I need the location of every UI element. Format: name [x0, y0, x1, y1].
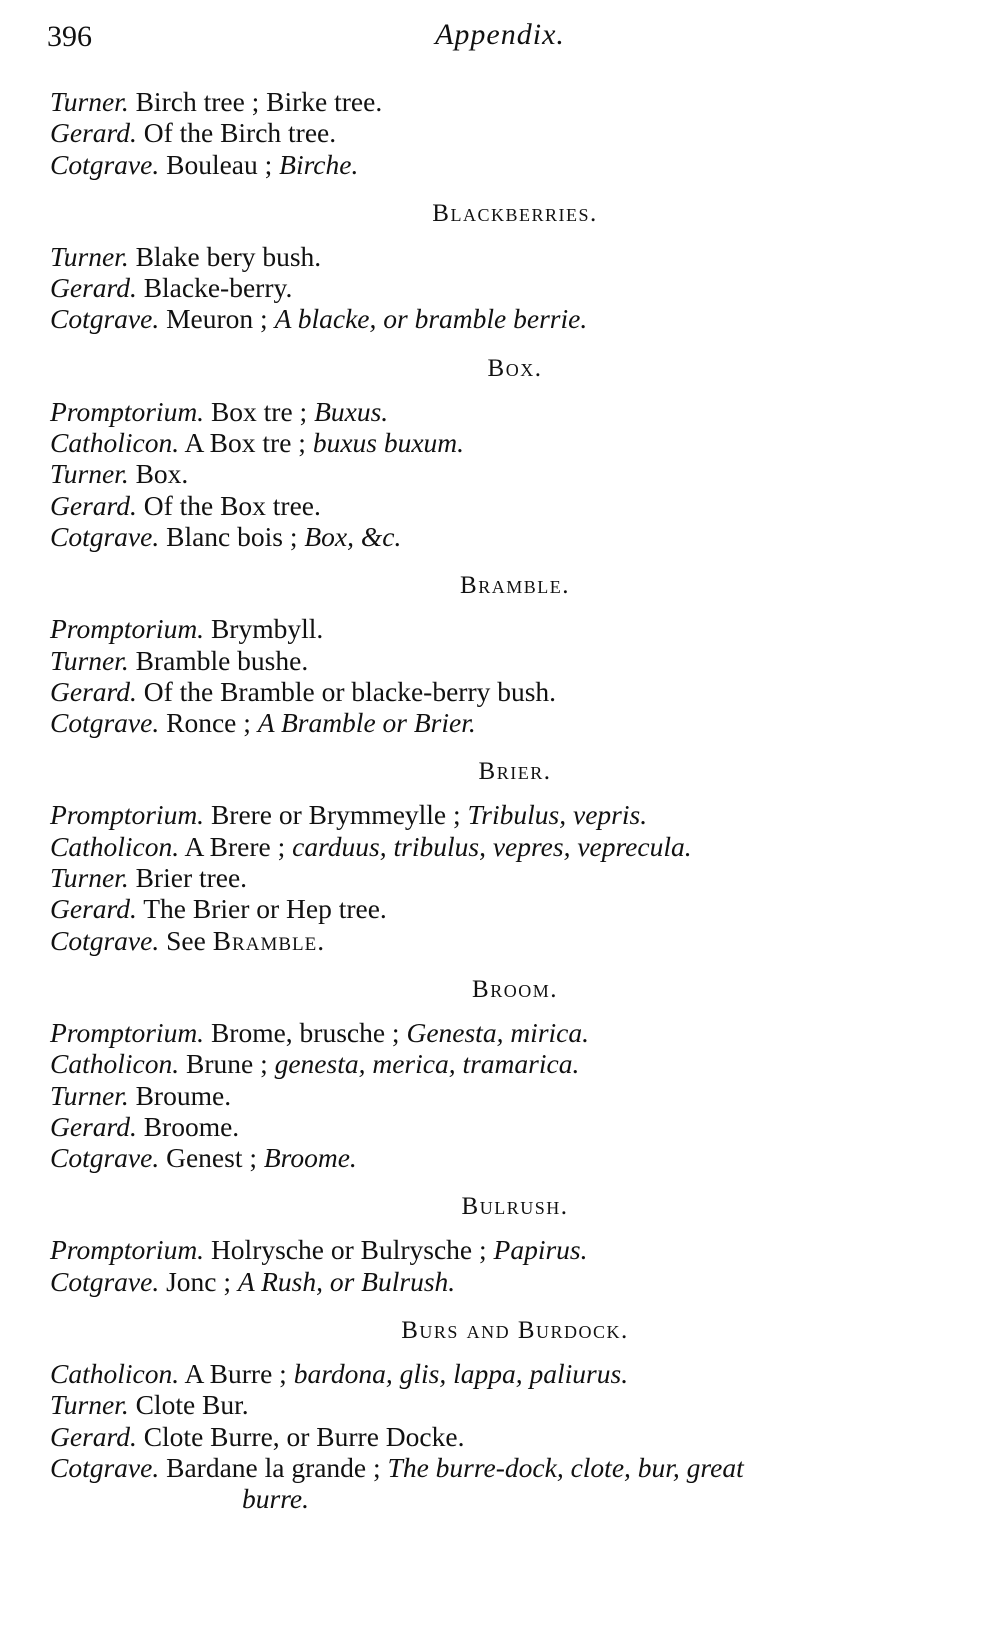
entry-line — [50, 427, 980, 458]
entry-text: A Box tre ; — [184, 427, 306, 459]
section — [50, 1316, 980, 1514]
entry-text: A Burre ; — [184, 1358, 287, 1390]
entry-translation: A blacke, or bramble berrie. — [274, 303, 588, 335]
entry-source: Promptorium. — [50, 799, 205, 831]
entry-source: Turner. — [50, 86, 129, 117]
entry-text: Blake bery bush. — [135, 240, 322, 272]
section — [50, 1192, 980, 1297]
entry-source: Turner. — [50, 458, 129, 490]
entry-text: Ronce ; — [166, 707, 251, 739]
entry-line — [50, 86, 980, 117]
entry-source: Gerard. — [50, 675, 137, 707]
entry-translation: Buxus. — [314, 395, 389, 427]
entry-source: Cotgrave. — [50, 1265, 160, 1297]
entry-line — [50, 1389, 980, 1420]
intro-entries — [50, 86, 980, 180]
entry-line — [50, 241, 980, 272]
entry-text: Brymbyll. — [210, 613, 324, 645]
entry-line — [50, 1142, 980, 1173]
section-heading: Blackberries. — [432, 199, 598, 227]
entry-translation: Genesta, mirica. — [406, 1016, 589, 1048]
section-heading: Burs and Burdock. — [401, 1317, 629, 1345]
entry-text: Brere or Brymmeylle ; — [210, 799, 461, 831]
entry-text: Bramble bushe. — [135, 644, 309, 676]
entry-text: The Brier or Hep tree. — [143, 893, 387, 925]
entry-line — [50, 799, 980, 830]
section-heading: Broom. — [472, 975, 558, 1003]
entry-source: Turner. — [50, 862, 129, 894]
entry-text: Bardane la grande ; — [166, 1451, 381, 1483]
entry-text: Brier tree. — [135, 862, 248, 894]
entry-translation: Tribulus, vepris. — [467, 799, 648, 831]
entry-source: Promptorium. — [50, 395, 205, 427]
entry-line — [50, 613, 980, 644]
entry-line — [50, 676, 980, 707]
running-head: Appendix. — [435, 18, 565, 51]
entry-translation: Broome. — [263, 1142, 357, 1174]
entry-line — [50, 303, 980, 334]
entry-translation: buxus buxum. — [312, 427, 465, 459]
page-body — [50, 86, 980, 1534]
entry-line — [50, 1111, 980, 1142]
entry-continuation: burre. — [242, 1483, 309, 1515]
entry-translation: A Rush, or Bulrush. — [237, 1265, 456, 1297]
entry-line — [50, 521, 980, 552]
entry-source: Turner. — [50, 1389, 129, 1421]
section-heading: Box. — [487, 354, 543, 382]
entry-text: Broome. — [143, 1110, 240, 1142]
entry-text: Jonc ; — [166, 1265, 232, 1297]
entry-translation: The burre-dock, clote, bur, great — [387, 1451, 744, 1483]
entry-text: Of the Birch tree. — [143, 117, 337, 149]
entry-text: Blacke-berry. — [143, 272, 293, 304]
entry-continuation-line — [50, 1483, 980, 1514]
section-heading: Bulrush. — [461, 1193, 569, 1221]
entry-source: Cotgrave. — [50, 1142, 160, 1174]
entry-source: Cotgrave. — [50, 924, 160, 956]
entry-source: Promptorium. — [50, 1016, 205, 1048]
entry-text: Genest ; — [166, 1142, 257, 1174]
entry-line — [50, 458, 980, 489]
entry-text: Blanc bois ; — [166, 520, 298, 552]
entry-text: A Brere ; — [184, 830, 286, 862]
entry-source: Catholicon. — [50, 427, 180, 459]
entry-source: Promptorium. — [50, 1234, 205, 1266]
entry-source: Gerard. — [50, 893, 137, 925]
entry-source: Gerard. — [50, 272, 137, 304]
section — [50, 975, 980, 1173]
sections — [50, 199, 980, 1515]
entry-line — [50, 396, 980, 427]
entry-line — [50, 1080, 980, 1111]
entry-source: Cotgrave. — [50, 303, 160, 335]
section-heading: Bramble. — [460, 572, 570, 600]
entry-source: Catholicon. — [50, 830, 180, 862]
entry-source: Gerard. — [50, 1420, 137, 1452]
entry-text: Of the Bramble or blacke-berry bush. — [143, 675, 557, 707]
entry-line — [50, 117, 980, 148]
entry-text: See — [166, 924, 206, 956]
entry-text: Birch tree ; Birke tree. — [135, 86, 383, 117]
entry-source: Turner. — [50, 1079, 129, 1111]
entry-line — [50, 645, 980, 676]
entry-text: Meuron ; — [166, 303, 268, 335]
entry-line — [50, 1358, 980, 1389]
entry-source: Gerard. — [50, 1110, 137, 1142]
entry-line — [50, 490, 980, 521]
entry-translation: genesta, merica, tramarica. — [274, 1048, 580, 1080]
section — [50, 757, 980, 955]
page-number: 396 — [47, 20, 92, 53]
entry-text: Brome, brusche ; — [210, 1016, 400, 1048]
entry-line — [50, 707, 980, 738]
entry-source: Gerard. — [50, 489, 137, 521]
entry-line — [50, 1017, 980, 1048]
entry-text: Clote Burre, or Burre Docke. — [143, 1420, 465, 1452]
entry-line — [50, 149, 980, 180]
entry-source: Catholicon. — [50, 1358, 180, 1390]
entry-text: Broume. — [135, 1079, 232, 1111]
entry-line — [50, 893, 980, 924]
entry-source: Gerard. — [50, 117, 137, 149]
entry-line — [50, 862, 980, 893]
entry-translation: Box, &c. — [304, 520, 402, 552]
entry-source: Cotgrave. — [50, 1451, 160, 1483]
entry-source: Turner. — [50, 240, 129, 272]
entry-translation: A Bramble or Brier. — [257, 707, 476, 739]
entry-source: Cotgrave. — [50, 148, 160, 180]
entry-text: Bouleau ; — [166, 148, 273, 180]
entry-source: Turner. — [50, 644, 129, 676]
entry-line — [50, 1048, 980, 1079]
entry-line — [50, 1452, 980, 1483]
entry-line — [50, 1266, 980, 1297]
entry-source: Catholicon. — [50, 1048, 180, 1080]
entry-source: Cotgrave. — [50, 707, 160, 739]
entry-line — [50, 272, 980, 303]
entry-line — [50, 831, 980, 862]
entry-source: Cotgrave. — [50, 520, 160, 552]
section-heading: Brier. — [478, 758, 552, 786]
entry-translation: Papirus. — [493, 1234, 588, 1266]
cross-reference: Bramble. — [212, 924, 326, 956]
entry-text: Clote Bur. — [135, 1389, 249, 1421]
entry-text: Of the Box tree. — [143, 489, 321, 521]
entry-line — [50, 925, 980, 956]
entry-line — [50, 1234, 980, 1265]
entry-translation: bardona, glis, lappa, paliurus. — [293, 1358, 629, 1390]
entry-text: Holrysche or Bulrysche ; — [210, 1234, 487, 1266]
entry-line — [50, 1421, 980, 1452]
entry-source: Promptorium. — [50, 613, 205, 645]
section — [50, 354, 980, 552]
entry-translation: carduus, tribulus, vepres, veprecula. — [292, 830, 692, 862]
entry-translation: Birche. — [279, 148, 359, 180]
entry-text: Brune ; — [185, 1048, 268, 1080]
section — [50, 199, 980, 335]
section — [50, 571, 980, 738]
entry-text: Box tre ; — [210, 395, 308, 427]
entry-text: Box. — [135, 458, 189, 490]
